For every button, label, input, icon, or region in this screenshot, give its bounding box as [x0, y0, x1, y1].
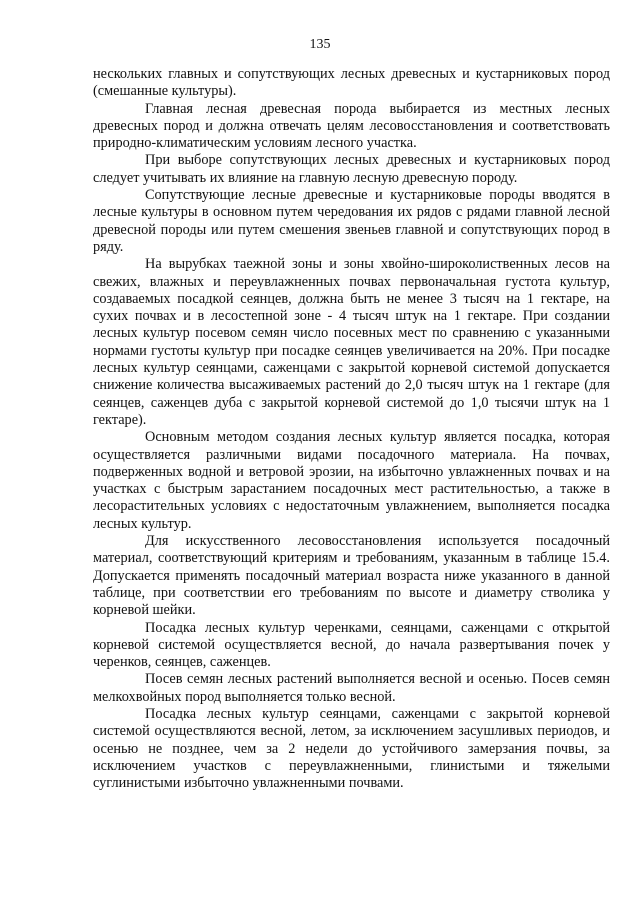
paragraph: При выборе сопутствующих лесных древесных и кустарниковых пород следует учитывать их влияние на главную лесную древесную породу. [93, 152, 610, 186]
paragraph: Главная лесная древесная порода выбирается из местных лесных древесных пород и должна отвечать целям лесовосстановления и соответствовать природно-климатическим условиям лесного участка. [93, 100, 610, 152]
paragraph: Для искусственного лесовосстановления используется посадочный материал, соответствующий критериям и требованиям, указанным в таблице 15.4. Допускается применять посадочный материал возраста ниже указанного в данной таблице, при соответствии его требованиям по высоте и диаметру стволика у корневой шейки. [93, 533, 610, 619]
page-number: 135 [309, 37, 331, 52]
paragraph-continued: нескольких главных и сопутствующих лесных древесных и кустарниковых пород (смешанные культуры). [93, 66, 610, 100]
paragraph: Основным методом создания лесных культур является посадка, которая осуществляется различными видами посадочного материала. На почвах, подверженных водной и ветровой эрозии, на избыточно увлажненных почвах и на участках с быстрым зарастанием посадочных мест растительностью, а также в лесорастительных условиях с недостаточным увлажнением, выполняется посадка лесных культур. [93, 429, 610, 532]
paragraph: Посадка лесных культур сеянцами, саженцами с закрытой корневой системой осуществляются весной, летом, за исключением засушливых периодов, и осенью не позднее, чем за 2 недели до устойчивого замерзания почвы, за исключением участков с переувлажненными, глинистыми и тяжелыми суглинистыми избыточно увлажненными почвами. [93, 705, 610, 792]
paragraph: Посадка лесных культур черенками, сеянцами, саженцами с открытой корневой системой осуществляется весной, до начала развертывания почек у черенков, сеянцев, саженцев. [93, 619, 610, 671]
paragraph: Сопутствующие лесные древесные и кустарниковые породы вводятся в лесные культуры в основном путем чередования их рядов с рядами главной лесной древесной породы или путем смешения звеньев главной и сопутствующих пород в ряду. [93, 187, 610, 255]
paragraph: Посев семян лесных растений выполняется весной и осенью. Посев семян мелкохвойных пород выполняется только весной. [93, 671, 610, 705]
paragraph: На вырубках таежной зоны и зоны хвойно-широколиственных лесов на свежих, влажных и переувлажненных почвах первоначальная густота культур, создаваемых посадкой сеянцев, должна быть не менее 3 тысяч на 1 гектаре, на сухих почвах и в лесостепной зоне - 4 тысяч штук на 1 гектаре. При создании лесных культур посевом семян число посевных мест по сравнению с указанными нормами густоты культур при посадке сеянцев увеличивается на 20%. При посадке лесных культур сеянцами, саженцами с закрытой корневой системой допускается снижение количества высаживаемых растений до 2,0 тысяч штук на 1 гектаре (для сеянцев, саженцев дуба с закрытой корневой системой до 1,0 тысячи штук на 1 гектаре). [93, 256, 610, 428]
document-body [93, 66, 610, 792]
